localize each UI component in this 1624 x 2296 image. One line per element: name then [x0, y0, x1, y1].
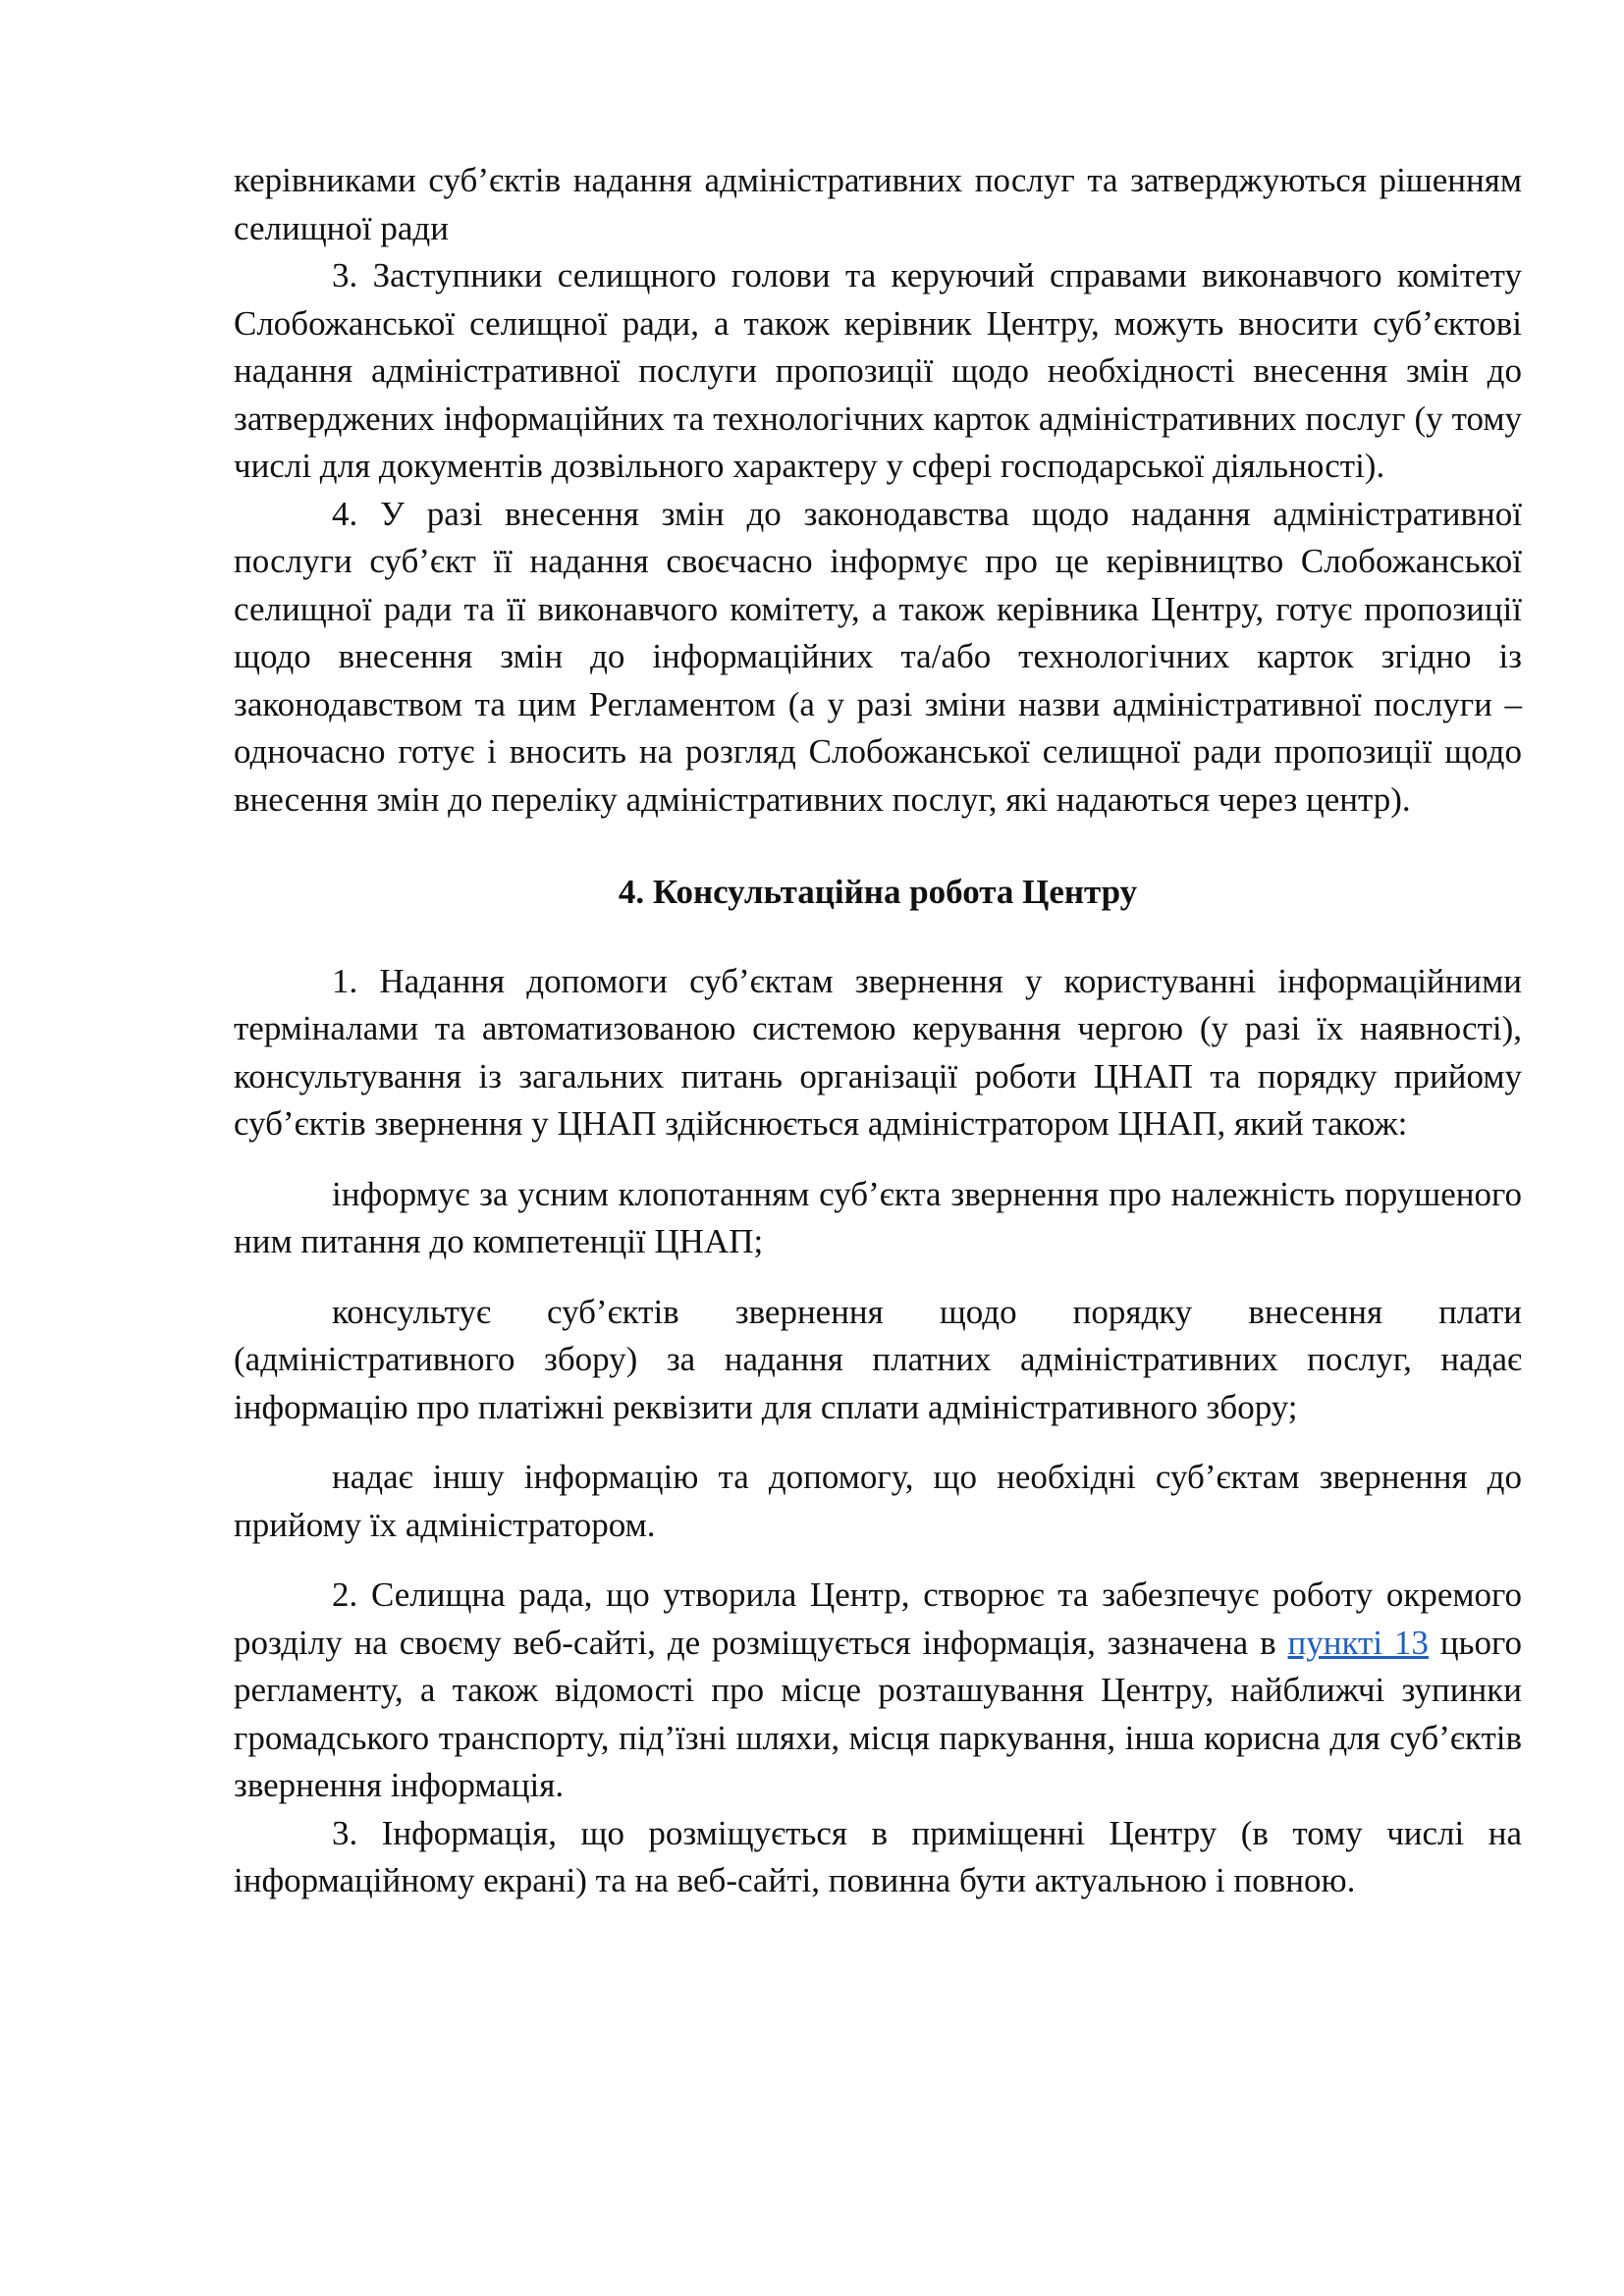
paragraph-2-text-after: цього регламенту, а також відомості про місце розташування Центру, найближчі зупинки громадського транспорту, під’їзні шляхи, місця паркування, інша корисна для суб’єктів звернення інформація.: [234, 1623, 1523, 1804]
document-page: [234, 157, 1522, 1905]
paragraph-4: 4. У разі внесення змін до законодавства щодо надання адміністративної послуги суб’єкт її надання своєчасно інформує про це керівництво Слобожанської селищної ради та її виконавчого комітету, а також керівника Центру, готує пропозиції щодо внесення змін до інформаційних та/або технологічних карток згідно із законодавством та цим Регламентом (а у разі зміни назви адміністративної послуги – одночасно готує і вносить на розгляд Слобожанської селищної ради пропозиції щодо внесення змін до переліку адміністративних послуг, які надаються через центр).: [234, 494, 1522, 819]
section4-list-item-3: надає іншу інформацію та допомогу, що необхідні суб’єктам звернення до прийому їх адміністратором.: [234, 1458, 1522, 1544]
intro-paragraph: керівниками суб’єктів надання адміністративних послуг та затверджуються рішенням селищної ради: [234, 161, 1522, 247]
clause-13-link[interactable]: пункті 13: [1287, 1623, 1429, 1662]
section4-paragraph-2: [234, 1572, 1522, 1810]
paragraph-2-text-before: 2. Селищна рада, що утворила Центр, створює та забезпечує роботу окремого розділу на своєму веб-сайті, де розміщується інформація, зазначена в: [234, 1575, 1522, 1662]
paragraph-3: 3. Заступники селищного голови та керуючий справами виконавчого комітету Слобожанської селищної ради, а також керівник Центру, можуть вносити суб’єктові надання адміністративної послуги пропозиції щодо необхідності внесення змін до затверджених інформаційних та технологічних карток адміністративних послуг (у тому числі для документів дозвільного характеру у сфері господарської діяльності).: [234, 256, 1522, 485]
section4-paragraph-1: 1. Надання допомоги суб’єктам звернення у користуванні інформаційними терміналами та автоматизованою системою керування чергою (у разі їх наявності), консультування із загальних питань організації роботи ЦНАП та порядку прийому суб’єктів звернення у ЦНАП здійснюється адміністратором ЦНАП, який також:: [234, 961, 1522, 1143]
section-heading: 4. Консультаційна робота Центру: [618, 873, 1138, 911]
section4-list-item-2: консультує суб’єктів звернення щодо порядку внесення плати (адміністративного збору) за надання платних адміністративних послуг, надає інформацію про платіжні реквізити для сплати адміністративного збору;: [234, 1292, 1522, 1426]
section4-list-item-1: інформує за усним клопотанням суб’єкта звернення про належність порушеного ним питання до компетенції ЦНАП;: [234, 1174, 1522, 1260]
section4-paragraph-3: 3. Інформація, що розміщується в приміщенні Центру (в тому числі на інформаційному екрані) та на веб-сайті, повинна бути актуальною і повною.: [234, 1813, 1522, 1899]
